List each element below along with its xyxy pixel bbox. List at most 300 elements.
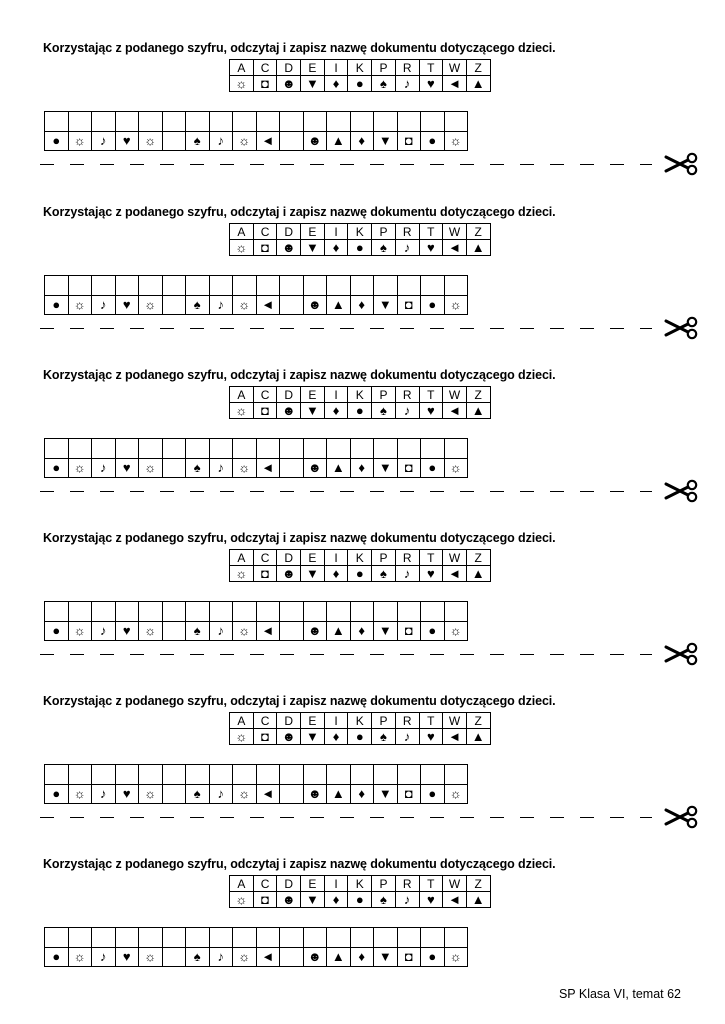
puzzle-symbol: ☼ — [68, 295, 92, 315]
cipher-key-table — [229, 712, 491, 745]
key-letter: C — [253, 387, 277, 403]
answer-cell[interactable] — [350, 439, 374, 459]
answer-cell[interactable] — [280, 276, 304, 296]
answer-cell[interactable] — [350, 928, 374, 948]
key-symbol: ▲ — [466, 566, 490, 582]
answer-cell[interactable] — [374, 765, 398, 785]
key-letter: T — [419, 713, 443, 729]
answer-cell[interactable] — [350, 765, 374, 785]
key-symbol: ♦ — [324, 729, 348, 745]
puzzle-gap — [162, 784, 186, 804]
answer-cell[interactable] — [162, 439, 186, 459]
answer-cell[interactable] — [327, 928, 351, 948]
answer-cell[interactable] — [209, 602, 233, 622]
key-letter: W — [443, 713, 467, 729]
answer-cell[interactable] — [233, 765, 257, 785]
key-symbol: ♠ — [372, 240, 396, 256]
key-symbol: ◘ — [253, 566, 277, 582]
key-letter: K — [348, 550, 372, 566]
key-symbol: ♥ — [419, 892, 443, 908]
cipher-key-table — [229, 59, 491, 92]
answer-cell[interactable] — [397, 276, 421, 296]
key-letter: I — [324, 60, 348, 76]
puzzle-symbol: ☼ — [233, 621, 257, 641]
key-letter: K — [348, 713, 372, 729]
key-letter: K — [348, 876, 372, 892]
puzzle-symbol: ♪ — [209, 295, 233, 315]
key-letter: E — [301, 224, 325, 240]
key-symbol: ♥ — [419, 76, 443, 92]
answer-cell[interactable] — [139, 439, 163, 459]
puzzle-symbol: ☼ — [444, 131, 468, 151]
key-letter: D — [277, 224, 301, 240]
answer-cell[interactable] — [444, 765, 468, 785]
puzzle-gap — [280, 621, 304, 641]
puzzle-symbol: ● — [45, 295, 69, 315]
answer-cell[interactable] — [68, 439, 92, 459]
answer-cell[interactable] — [280, 602, 304, 622]
answer-cell[interactable] — [45, 276, 69, 296]
puzzle-symbol: ◄ — [256, 784, 280, 804]
answer-cell[interactable] — [303, 112, 327, 132]
puzzle-symbol: ☻ — [303, 621, 327, 641]
key-symbol: ◄ — [443, 240, 467, 256]
puzzle-symbol: ● — [45, 784, 69, 804]
answer-cell[interactable] — [421, 276, 445, 296]
answer-cell[interactable] — [233, 602, 257, 622]
key-symbol: ◘ — [253, 76, 277, 92]
answer-cell[interactable] — [162, 276, 186, 296]
answer-cell[interactable] — [421, 765, 445, 785]
puzzle-symbol: ♪ — [209, 947, 233, 967]
answer-cell[interactable] — [68, 602, 92, 622]
puzzle-symbol: ♥ — [115, 131, 139, 151]
answer-cell[interactable] — [327, 602, 351, 622]
answer-cell[interactable] — [397, 439, 421, 459]
key-symbol: ♥ — [419, 240, 443, 256]
puzzle-symbol: ♦ — [350, 458, 374, 478]
key-symbol: ☻ — [277, 729, 301, 745]
answer-cell[interactable] — [444, 602, 468, 622]
puzzle-symbol: ♥ — [115, 784, 139, 804]
puzzle-symbol: ♪ — [92, 784, 116, 804]
cut-line — [40, 817, 652, 818]
key-letter: T — [419, 387, 443, 403]
puzzle-symbol: ♠ — [186, 458, 210, 478]
puzzle-symbol: ◘ — [397, 947, 421, 967]
answer-cell[interactable] — [92, 928, 116, 948]
puzzle-symbol: ☼ — [139, 947, 163, 967]
key-letter: I — [324, 713, 348, 729]
key-letter: P — [372, 713, 396, 729]
puzzle-symbol: ▲ — [327, 784, 351, 804]
key-letter: C — [253, 60, 277, 76]
key-letter: T — [419, 876, 443, 892]
key-symbol: ♪ — [395, 566, 419, 582]
key-letter: E — [301, 550, 325, 566]
puzzle-symbol: ♦ — [350, 621, 374, 641]
puzzle-symbol: ● — [45, 131, 69, 151]
key-letter: P — [372, 550, 396, 566]
key-symbol: ☼ — [230, 566, 254, 582]
puzzle-symbol: ● — [45, 621, 69, 641]
answer-cell[interactable] — [303, 439, 327, 459]
answer-cell[interactable] — [186, 276, 210, 296]
key-symbol: ● — [348, 729, 372, 745]
key-symbol: ♠ — [372, 76, 396, 92]
answer-cell[interactable] — [397, 765, 421, 785]
cipher-key-table — [229, 223, 491, 256]
puzzle-symbol: ▲ — [327, 947, 351, 967]
key-symbol: ♥ — [419, 566, 443, 582]
answer-cell[interactable] — [92, 112, 116, 132]
puzzle-symbol: ☼ — [68, 458, 92, 478]
key-symbol: ● — [348, 403, 372, 419]
key-letter: A — [230, 224, 254, 240]
puzzle-symbol: ♪ — [209, 784, 233, 804]
puzzle-gap — [162, 295, 186, 315]
answer-cell[interactable] — [209, 439, 233, 459]
answer-cell[interactable] — [327, 439, 351, 459]
puzzle-symbol: ● — [421, 131, 445, 151]
answer-cell[interactable] — [45, 112, 69, 132]
answer-cell[interactable] — [209, 112, 233, 132]
answer-cell[interactable] — [444, 112, 468, 132]
puzzle-symbol: ▲ — [327, 621, 351, 641]
answer-cell[interactable] — [233, 439, 257, 459]
answer-cell[interactable] — [45, 765, 69, 785]
answer-cell[interactable] — [421, 602, 445, 622]
puzzle-gap — [162, 947, 186, 967]
key-symbol: ▼ — [301, 729, 325, 745]
puzzle-symbol: ▼ — [374, 131, 398, 151]
answer-cell[interactable] — [327, 112, 351, 132]
puzzle-symbol: ◘ — [397, 295, 421, 315]
key-letter: I — [324, 876, 348, 892]
answer-cell[interactable] — [92, 276, 116, 296]
puzzle-symbol: ☼ — [233, 458, 257, 478]
key-letter: R — [395, 60, 419, 76]
answer-cell[interactable] — [162, 112, 186, 132]
key-symbol: ◄ — [443, 566, 467, 582]
puzzle-symbol: ☻ — [303, 295, 327, 315]
puzzle-symbol: ☻ — [303, 784, 327, 804]
instruction-text: Korzystając z podanego szyfru, odczytaj i zapisz nazwę dokumentu dotyczącego dzieci. — [43, 205, 556, 219]
answer-cell[interactable] — [444, 928, 468, 948]
answer-cell[interactable] — [397, 602, 421, 622]
answer-cell[interactable] — [280, 112, 304, 132]
key-symbol: ☼ — [230, 892, 254, 908]
puzzle-symbol: ♪ — [209, 131, 233, 151]
answer-cell[interactable] — [397, 928, 421, 948]
puzzle-table — [44, 275, 468, 315]
cut-line — [40, 328, 652, 329]
answer-cell[interactable] — [303, 765, 327, 785]
key-letter: R — [395, 713, 419, 729]
puzzle-symbol: ☻ — [303, 131, 327, 151]
key-letter: Z — [466, 60, 490, 76]
answer-cell[interactable] — [444, 276, 468, 296]
key-symbol: ♦ — [324, 240, 348, 256]
puzzle-gap — [162, 131, 186, 151]
answer-cell[interactable] — [327, 765, 351, 785]
puzzle-symbol: ☼ — [139, 295, 163, 315]
key-letter: A — [230, 550, 254, 566]
answer-cell[interactable] — [374, 276, 398, 296]
answer-cell[interactable] — [303, 276, 327, 296]
puzzle-gap — [280, 458, 304, 478]
puzzle-symbol: ● — [421, 458, 445, 478]
answer-cell[interactable] — [421, 112, 445, 132]
answer-cell[interactable] — [162, 602, 186, 622]
puzzle-symbol: ☼ — [68, 131, 92, 151]
answer-cell[interactable] — [115, 276, 139, 296]
key-symbol: ☼ — [230, 76, 254, 92]
key-symbol: ☻ — [277, 403, 301, 419]
key-letter: Z — [466, 713, 490, 729]
puzzle-gap — [280, 947, 304, 967]
puzzle-symbol: ☻ — [303, 458, 327, 478]
key-symbol: ◘ — [253, 892, 277, 908]
key-symbol: ♪ — [395, 892, 419, 908]
answer-cell[interactable] — [92, 602, 116, 622]
answer-cell[interactable] — [233, 276, 257, 296]
puzzle-symbol: ☼ — [68, 621, 92, 641]
puzzle-symbol: ♠ — [186, 784, 210, 804]
puzzle-gap — [280, 295, 304, 315]
answer-cell[interactable] — [421, 439, 445, 459]
key-symbol: ☼ — [230, 729, 254, 745]
key-letter: Z — [466, 387, 490, 403]
answer-cell[interactable] — [139, 765, 163, 785]
instruction-text: Korzystając z podanego szyfru, odczytaj i zapisz nazwę dokumentu dotyczącego dzieci. — [43, 694, 556, 708]
key-letter: C — [253, 550, 277, 566]
puzzle-symbol: ▼ — [374, 947, 398, 967]
answer-cell[interactable] — [280, 765, 304, 785]
key-symbol: ☻ — [277, 566, 301, 582]
answer-cell[interactable] — [209, 928, 233, 948]
answer-cell[interactable] — [68, 928, 92, 948]
puzzle-symbol: ☼ — [233, 784, 257, 804]
answer-cell[interactable] — [139, 928, 163, 948]
puzzle-symbol: ▲ — [327, 295, 351, 315]
key-letter: R — [395, 550, 419, 566]
puzzle-table — [44, 111, 468, 151]
puzzle-symbol: ☼ — [444, 947, 468, 967]
answer-cell[interactable] — [115, 765, 139, 785]
answer-cell[interactable] — [115, 439, 139, 459]
puzzle-symbol: ◄ — [256, 621, 280, 641]
key-symbol: ▼ — [301, 566, 325, 582]
answer-cell[interactable] — [162, 928, 186, 948]
key-symbol: ♠ — [372, 403, 396, 419]
key-letter: A — [230, 713, 254, 729]
key-letter: C — [253, 876, 277, 892]
answer-cell[interactable] — [350, 112, 374, 132]
answer-cell[interactable] — [397, 112, 421, 132]
key-letter: D — [277, 387, 301, 403]
puzzle-table — [44, 764, 468, 804]
answer-cell[interactable] — [303, 602, 327, 622]
cut-line — [40, 491, 652, 492]
answer-cell[interactable] — [256, 112, 280, 132]
key-letter: W — [443, 550, 467, 566]
key-letter: T — [419, 550, 443, 566]
key-letter: Z — [466, 550, 490, 566]
puzzle-symbol: ♪ — [92, 458, 116, 478]
answer-cell[interactable] — [280, 439, 304, 459]
answer-cell[interactable] — [374, 928, 398, 948]
puzzle-symbol: ◘ — [397, 131, 421, 151]
key-symbol: ● — [348, 892, 372, 908]
answer-cell[interactable] — [115, 602, 139, 622]
puzzle-symbol: ♦ — [350, 784, 374, 804]
answer-cell[interactable] — [327, 276, 351, 296]
answer-cell[interactable] — [92, 439, 116, 459]
key-letter: I — [324, 550, 348, 566]
puzzle-symbol: ☼ — [233, 295, 257, 315]
instruction-text: Korzystając z podanego szyfru, odczytaj i zapisz nazwę dokumentu dotyczącego dzieci. — [43, 531, 556, 545]
answer-cell[interactable] — [186, 112, 210, 132]
answer-cell[interactable] — [233, 928, 257, 948]
answer-cell[interactable] — [280, 928, 304, 948]
puzzle-symbol: ◘ — [397, 458, 421, 478]
cipher-key-table — [229, 549, 491, 582]
key-letter: T — [419, 60, 443, 76]
instruction-text: Korzystając z podanego szyfru, odczytaj i zapisz nazwę dokumentu dotyczącego dzieci. — [43, 41, 556, 55]
key-letter: A — [230, 60, 254, 76]
key-symbol: ▼ — [301, 240, 325, 256]
puzzle-table — [44, 601, 468, 641]
key-letter: P — [372, 224, 396, 240]
puzzle-symbol: ♦ — [350, 295, 374, 315]
key-letter: C — [253, 713, 277, 729]
answer-cell[interactable] — [115, 112, 139, 132]
puzzle-symbol: ☼ — [139, 621, 163, 641]
answer-cell[interactable] — [374, 439, 398, 459]
answer-cell[interactable] — [186, 928, 210, 948]
puzzle-symbol: ♠ — [186, 295, 210, 315]
key-letter: I — [324, 224, 348, 240]
answer-cell[interactable] — [45, 602, 69, 622]
answer-cell[interactable] — [350, 276, 374, 296]
puzzle-symbol: ◘ — [397, 621, 421, 641]
scissors-icon — [664, 478, 698, 504]
key-symbol: ♦ — [324, 892, 348, 908]
answer-cell[interactable] — [256, 602, 280, 622]
key-symbol: ♪ — [395, 76, 419, 92]
key-symbol: ♥ — [419, 403, 443, 419]
key-symbol: ♪ — [395, 240, 419, 256]
answer-cell[interactable] — [256, 439, 280, 459]
key-symbol: ◘ — [253, 403, 277, 419]
puzzle-symbol: ● — [45, 458, 69, 478]
key-symbol: ◄ — [443, 76, 467, 92]
answer-cell[interactable] — [139, 602, 163, 622]
puzzle-symbol: ☼ — [68, 784, 92, 804]
answer-cell[interactable] — [256, 928, 280, 948]
answer-cell[interactable] — [256, 765, 280, 785]
puzzle-symbol: ☻ — [303, 947, 327, 967]
cipher-key-table — [229, 875, 491, 908]
puzzle-symbol: ▲ — [327, 458, 351, 478]
answer-cell[interactable] — [186, 439, 210, 459]
answer-cell[interactable] — [209, 765, 233, 785]
answer-cell[interactable] — [68, 276, 92, 296]
key-symbol: ♦ — [324, 76, 348, 92]
puzzle-symbol: ♥ — [115, 621, 139, 641]
puzzle-symbol: ▼ — [374, 784, 398, 804]
answer-cell[interactable] — [303, 928, 327, 948]
cut-line — [40, 654, 652, 655]
answer-cell[interactable] — [68, 112, 92, 132]
answer-cell[interactable] — [162, 765, 186, 785]
answer-cell[interactable] — [186, 602, 210, 622]
answer-cell[interactable] — [256, 276, 280, 296]
answer-cell[interactable] — [374, 602, 398, 622]
answer-cell[interactable] — [45, 928, 69, 948]
puzzle-symbol: ▼ — [374, 458, 398, 478]
key-letter: Z — [466, 876, 490, 892]
answer-cell[interactable] — [45, 439, 69, 459]
key-symbol: ♠ — [372, 892, 396, 908]
answer-cell[interactable] — [209, 276, 233, 296]
key-symbol: ♪ — [395, 403, 419, 419]
answer-cell[interactable] — [186, 765, 210, 785]
puzzle-symbol: ◄ — [256, 295, 280, 315]
key-symbol: ▼ — [301, 76, 325, 92]
answer-cell[interactable] — [444, 439, 468, 459]
key-symbol: ◄ — [443, 892, 467, 908]
key-symbol: ♠ — [372, 566, 396, 582]
answer-cell[interactable] — [421, 928, 445, 948]
puzzle-symbol: ☼ — [68, 947, 92, 967]
key-symbol: ◄ — [443, 403, 467, 419]
puzzle-symbol: ◘ — [397, 784, 421, 804]
puzzle-gap — [280, 131, 304, 151]
puzzle-symbol: ♪ — [92, 295, 116, 315]
instruction-text: Korzystając z podanego szyfru, odczytaj i zapisz nazwę dokumentu dotyczącego dzieci. — [43, 857, 556, 871]
answer-cell[interactable] — [374, 112, 398, 132]
puzzle-symbol: ◄ — [256, 131, 280, 151]
puzzle-symbol: ♪ — [209, 621, 233, 641]
puzzle-gap — [280, 784, 304, 804]
key-letter: R — [395, 876, 419, 892]
scissors-icon — [664, 151, 698, 177]
key-letter: D — [277, 713, 301, 729]
key-letter: D — [277, 550, 301, 566]
key-letter: R — [395, 387, 419, 403]
answer-cell[interactable] — [139, 276, 163, 296]
puzzle-symbol: ♥ — [115, 458, 139, 478]
puzzle-symbol: ☼ — [444, 621, 468, 641]
answer-cell[interactable] — [92, 765, 116, 785]
answer-cell[interactable] — [115, 928, 139, 948]
answer-cell[interactable] — [233, 112, 257, 132]
answer-cell[interactable] — [68, 765, 92, 785]
cipher-key-table — [229, 386, 491, 419]
key-letter: C — [253, 224, 277, 240]
key-letter: I — [324, 387, 348, 403]
key-symbol: ☼ — [230, 240, 254, 256]
puzzle-symbol: ♪ — [209, 458, 233, 478]
key-letter: P — [372, 387, 396, 403]
cut-line — [40, 164, 652, 165]
answer-cell[interactable] — [350, 602, 374, 622]
answer-cell[interactable] — [139, 112, 163, 132]
key-letter: T — [419, 224, 443, 240]
key-letter: R — [395, 224, 419, 240]
